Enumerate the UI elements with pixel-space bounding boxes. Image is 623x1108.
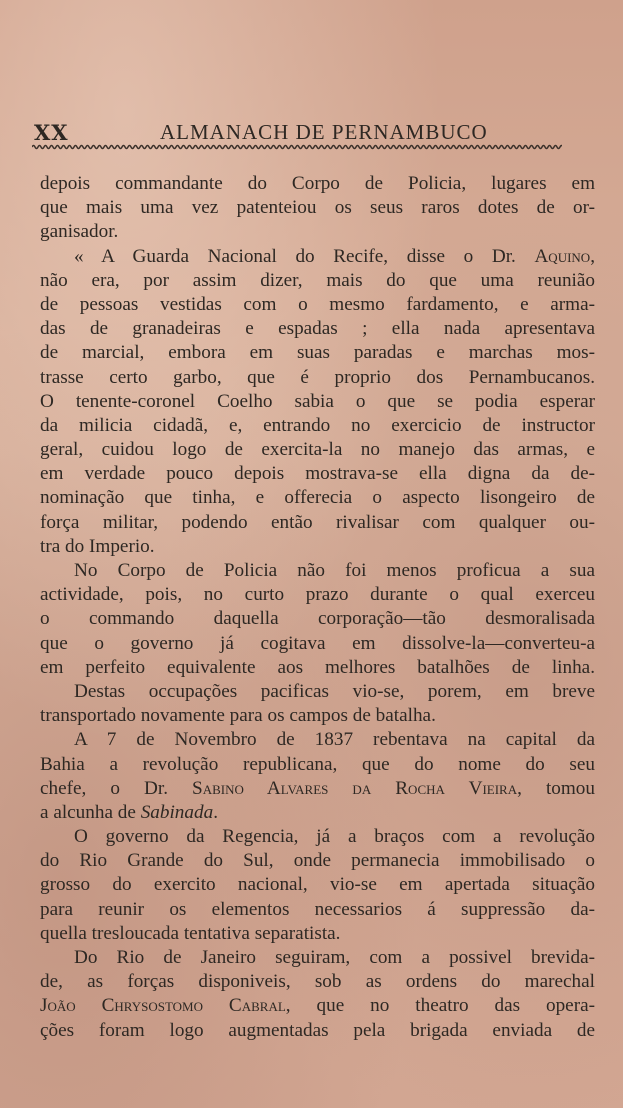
text-line: Destas occupações pacificas vio-se, porem, em breve	[74, 680, 595, 702]
text-line: actividade, pois, no curto prazo durante o qual exerceu	[40, 584, 595, 606]
text-line: ganisador.	[40, 221, 119, 243]
text-line: para reunir os elementos necessarios á suppressão da-	[40, 898, 595, 920]
text-line: Bahia a revolução republicana, que do nome do seu	[40, 753, 595, 775]
text-line: trasse certo garbo, que é proprio dos Pernambucanos.	[40, 366, 595, 388]
text-line: A 7 de Novembro de 1837 rebentava na capital da	[74, 729, 595, 751]
text-line: geral, cuidou logo de exercita-la no manejo das armas, e	[40, 439, 595, 461]
text-line: grosso do exercito nacional, vio-se em apertada situação	[40, 874, 595, 896]
text-line: João Chrysostomo Cabral, que no theatro das opera-	[40, 995, 595, 1017]
text-line: força militar, podendo então rivalisar com qualquer ou-	[40, 511, 595, 533]
text-line: de pessoas vestidas com o mesmo fardamento, e arma-	[40, 293, 595, 315]
text-line: do Rio Grande do Sul, onde permanecia immobilisado o	[40, 850, 595, 872]
text-line: de marcial, embora em suas paradas e marchas mos-	[40, 342, 595, 364]
running-title: ALMANACH DE PERNAMBUCO	[160, 120, 488, 144]
text-line: a alcunha de Sabinada.	[40, 801, 218, 823]
text-line: em verdade pouco depois mostrava-se ella digna da de-	[40, 463, 595, 485]
text-line: em perfeito equivalente aos melhores batalhões de linha.	[40, 656, 595, 678]
text-line: o commando daquella corporação—tão desmoralisada	[40, 608, 595, 630]
text-line: nominação que tinha, e offerecia o aspecto lisongeiro de	[40, 487, 595, 509]
text-line: das de granadeiras e espadas ; ella nada apresentava	[40, 318, 595, 340]
text-line: depois commandante do Corpo de Policia, lugares em	[40, 173, 595, 194]
text-line: No Corpo de Policia não foi menos proficua a sua	[74, 560, 595, 581]
text-line: O governo da Regencia, já a braços com a revolução	[74, 826, 595, 848]
body-text	[40, 172, 595, 1043]
text-line: da milicia cidadã, e, entrando no exercicio de instructor	[40, 414, 595, 436]
text-line: « A Guarda Nacional do Recife, disse o Dr. Aquino,	[74, 245, 595, 267]
ornamental-rule	[32, 142, 562, 152]
text-line: tra do Imperio.	[40, 535, 155, 557]
text-line: transportado novamente para os campos de batalha.	[40, 705, 436, 727]
text-line: de, as forças disponiveis, sob as ordens do marechal	[40, 971, 595, 993]
text-line: que o governo já cogitava em dissolve-la—converteu-a	[40, 632, 595, 654]
text-line: O tenente-coronel Coelho sabia o que se podia esperar	[40, 390, 595, 412]
text-line: ções foram logo augmentadas pela brigada enviada de	[40, 1019, 595, 1041]
text-line: chefe, o Dr. Sabino Alvares da Rocha Vieira, tomou	[40, 777, 595, 799]
text-line: quella tresloucada tentativa separatista.	[40, 922, 341, 944]
text-line: não era, por assim dizer, mais do que uma reunião	[40, 269, 595, 291]
text-line: Do Rio de Janeiro seguiram, com a possivel brevida-	[74, 947, 595, 968]
page-number: XX	[34, 120, 69, 145]
text-line: que mais uma vez patenteiou os seus raros dotes de or-	[40, 197, 595, 219]
